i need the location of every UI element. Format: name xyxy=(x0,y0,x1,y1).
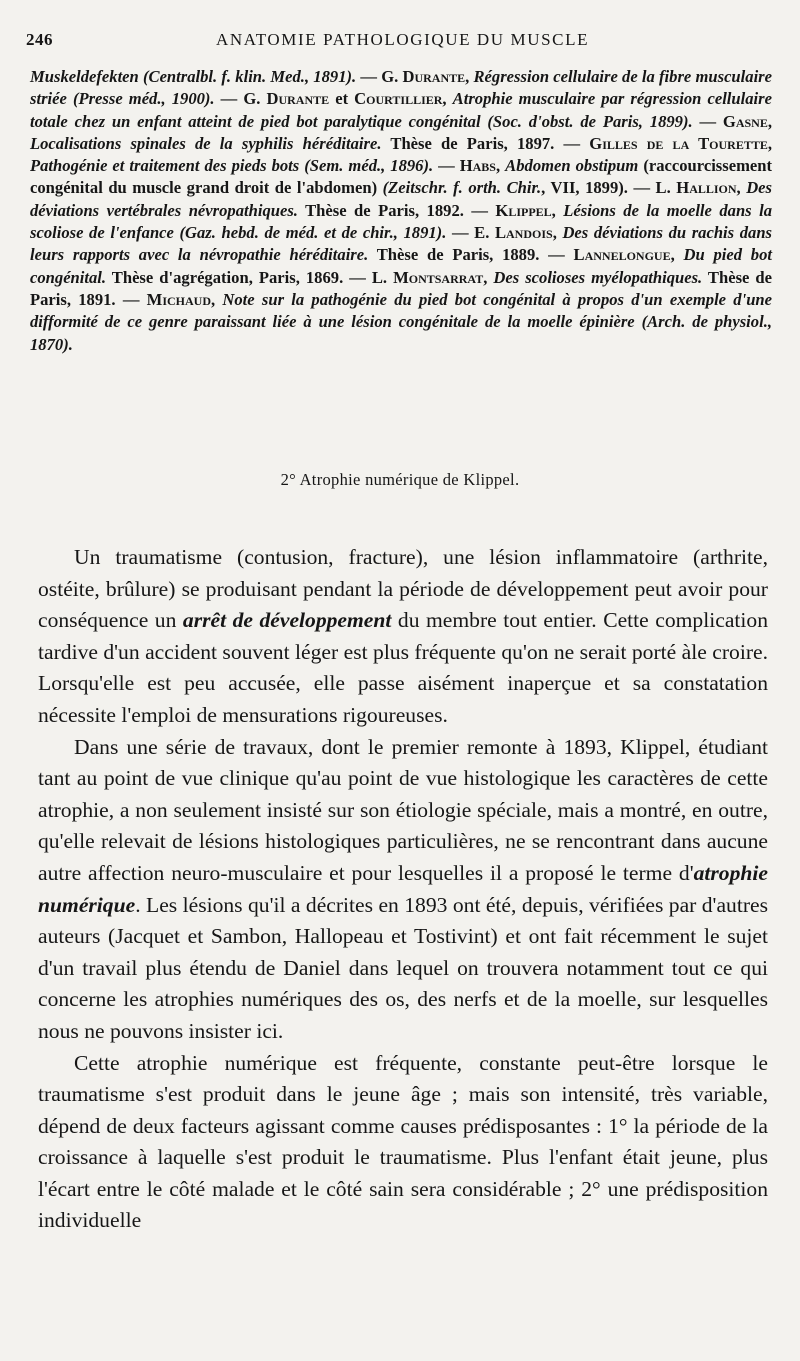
author-name: Durante xyxy=(402,67,466,86)
author-name: Hallion xyxy=(676,178,737,198)
citation-title: Note sur la pathogénie du pied bot congénital à propos d'un exemple d'une difformité de ce genre paraissant liée à une lésion congénitale de la moelle épinière (Arch. de physiol., 1870). xyxy=(30,289,773,354)
citation-text: , xyxy=(552,223,563,243)
running-title: ANATOMIE PATHOLOGIQUE DU MUSCLE xyxy=(216,30,590,49)
citation-title: Des déviations du rachis dans leurs rapports avec la névropathie héréditaire. xyxy=(30,223,773,265)
page-number: 246 xyxy=(26,30,53,49)
citation-title: Pathogénie et traitement des pieds bots (Sem. méd., 1896). xyxy=(30,156,434,176)
paragraph-text: du membre tout entier. Cette complication tardive d'un accident souvent léger est plus fréquente qu'on ne serait porté àle croire. Lorsqu'elle est peu accusée, elle passe aisément inaperçue et sa constatation nécessite l'emploi de mensurations rigoureuses. xyxy=(38,608,768,727)
citation-title: Abdomen obstipum xyxy=(505,156,639,176)
citation-text: , xyxy=(670,245,684,265)
citation-text: Thèse d'agrégation, Paris, 1869. — L. xyxy=(106,267,394,287)
paragraph-text: Un traumatisme (contusion, fracture), une lésion inflammatoire (arthrite, ostéite, brûlure) se produisant pendant la période de développement peut avoir pour conséquence un xyxy=(38,545,768,633)
citation-text: , xyxy=(442,89,453,109)
citation-text: , xyxy=(496,156,506,176)
author-name: Habs xyxy=(459,156,496,176)
emphasis-term: atrophie numérique xyxy=(38,860,768,917)
citation-title: Des scolioses myélopathiques. xyxy=(493,267,703,287)
paragraph-text: . Les lésions qu'il a décrites en 1893 ont été, depuis, vérifiées par d'autres auteurs (Jacquet et Sambon, Hallopeau et Tostivint) et ont fait récemment le sujet d'un travail plus étendu de Daniel dans lequel on trouvera notamment tout ce qui concerne les atrophies numériques des os, des nerfs et de la moelle, sur lesquelles nous ne pouvons insister ici. xyxy=(38,892,768,1043)
paragraph xyxy=(38,732,768,1048)
citation-title: (Zeitschr. f. orth. Chir. xyxy=(382,178,542,198)
citation-text: Thèse de Paris, 1892. — xyxy=(297,200,496,220)
citation-title: Atrophie musculaire par régression cellulaire totale chez un enfant atteint de pied bot paralytique congénital (Soc. d'obst. de Paris, 1899). xyxy=(30,89,772,131)
author-name: Courtillier xyxy=(354,89,443,109)
citation-text: Thèse de Paris, 1889. — xyxy=(368,245,574,265)
author-name: Klippel xyxy=(495,200,552,220)
author-name: Michaud xyxy=(146,289,211,309)
citation-title: Du pied bot congénital. xyxy=(30,245,772,287)
citation-text: , xyxy=(483,267,494,287)
citation-text: — G. xyxy=(214,89,267,109)
citation-text: et xyxy=(329,89,355,109)
author-name: Landois xyxy=(494,223,553,243)
citation-title: Muskeldefekten (Centralbl. f. klin. Med., 1891). xyxy=(30,67,357,86)
bibliography-block xyxy=(30,66,772,356)
citation-title: Des déviations vertébrales névropathiques. xyxy=(30,178,773,220)
citation-text: , xyxy=(767,111,772,131)
author-name: Durante xyxy=(266,89,330,109)
author-name: Montsarrat xyxy=(393,267,484,287)
paragraph xyxy=(38,1048,768,1238)
paragraph-text: Dans une série de travaux, dont le premier remonte à 1893, Klippel, étudiant tant au point de vue clinique qu'au point de vue histologique les caractères de cette atrophie, a non seulement insisté sur son étiologie spéciale, mais a montré, en outre, qu'elle relevait de lésions histologiques particulières, ne se rencontrant dans aucune autre affection neuro-musculaire et pour lesquelles il a proposé le terme d' xyxy=(38,734,768,885)
emphasis-term: arrêt de développement xyxy=(182,608,392,633)
citation-title: Localisations spinales de la syphilis héréditaire. xyxy=(30,133,382,153)
citation-text: — xyxy=(433,156,460,176)
citation-text: — xyxy=(692,111,723,131)
citation-text: , VII, 1899). — L. xyxy=(541,178,677,198)
citation-text: , xyxy=(551,200,564,220)
body-text xyxy=(38,542,768,1237)
author-name: Gilles de la Tourette xyxy=(589,133,768,153)
citation-title: Régression cellulaire de la fibre musculaire striée (Presse méd., 1900). xyxy=(30,67,773,109)
section-heading: 2° Atrophie numérique de Klippel. xyxy=(280,470,520,489)
citation-text: Thèse de Paris, 1891. — xyxy=(30,267,773,309)
paragraph-text: Cette atrophie numérique est fréquente, constante peut-être lorsque le traumatisme s'est produit dans le jeune âge ; mais son intensité, très variable, dépend de deux facteurs agissant comme causes prédisposantes : 1° la période de la croissance à laquelle s'est produit le traumatisme. Plus l'enfant était jeune, plus l'écart entre le côté malade et le côté sain sera considérable ; 2° une prédisposition individuelle xyxy=(38,1050,768,1233)
citation-text: , xyxy=(211,289,223,309)
author-name: Gasne xyxy=(722,111,768,131)
citation-text: — E. xyxy=(446,223,495,243)
citation-text: — G. xyxy=(356,67,403,86)
citation-text: Thèse de Paris, 1897. — xyxy=(381,133,590,153)
running-head xyxy=(26,30,770,60)
citation-text: , xyxy=(767,133,773,153)
citation-text: , xyxy=(465,67,474,86)
citation-text: (raccourcissement congénital du muscle grand droit de l'abdomen) xyxy=(30,156,773,198)
paragraph xyxy=(38,542,768,732)
citation-text: , xyxy=(736,178,747,198)
author-name: Lannelongue xyxy=(573,245,671,265)
citation-title: Lésions de la moelle dans la scoliose de l'enfance (Gaz. hebd. de méd. et de chir., 1891). xyxy=(30,200,772,243)
